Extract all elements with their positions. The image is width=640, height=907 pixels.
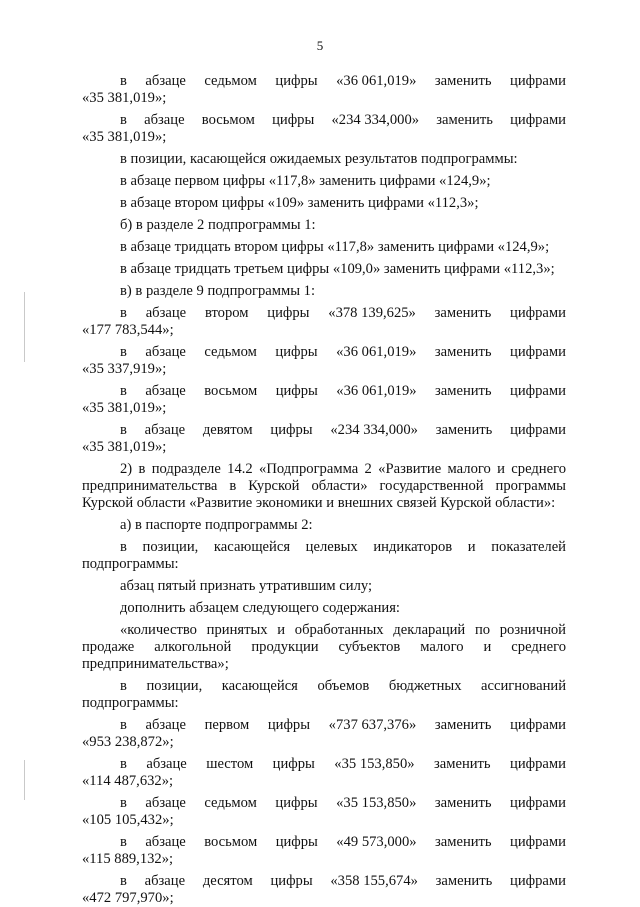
justified-line <box>82 756 566 773</box>
word: заменить <box>434 73 492 89</box>
continuation-line: «115 889,132»; <box>82 851 174 867</box>
text-line: абзац пятый признать утратившим силу; <box>120 578 373 594</box>
word: «737 637,376» <box>328 717 417 733</box>
word: цифры <box>275 834 318 850</box>
word: цифрами <box>510 873 566 889</box>
word: восьмом <box>204 834 258 850</box>
paragraph-block <box>82 795 566 829</box>
word: абзаце <box>145 717 186 733</box>
word: заменить <box>435 422 493 438</box>
paragraph-block <box>82 517 566 534</box>
word: заменить <box>434 834 492 850</box>
document-body <box>82 73 566 907</box>
paragraph-block <box>82 461 566 512</box>
paragraph-block <box>82 834 566 868</box>
paragraph-block <box>82 283 566 300</box>
word: в <box>120 873 127 889</box>
word: заменить <box>434 305 492 321</box>
word: в <box>120 834 127 850</box>
word: цифры <box>275 795 318 811</box>
paragraph-block <box>82 261 566 278</box>
word: восьмом <box>201 112 255 128</box>
word: в <box>120 422 127 438</box>
word: в <box>120 344 127 360</box>
word: в <box>120 383 127 399</box>
word: восьмом <box>204 383 258 399</box>
word: «35 153,850» <box>334 756 415 772</box>
paragraph-text: 2) в подразделе 14.2 «Подпрограмма 2 «Развитие малого и среднего предпринимательства в Курской области» государственной программы Курской области «Развитие экономики и внешних связей Курской области»: <box>82 461 566 511</box>
word: «36 061,019» <box>336 383 417 399</box>
word: абзаце <box>145 383 186 399</box>
continuation-line: «177 783,544»; <box>82 322 174 338</box>
continuation-line: «105 105,432»; <box>82 812 174 828</box>
continuation-line: «35 337,919»; <box>82 361 167 377</box>
justified-line <box>82 73 566 90</box>
paragraph-block <box>82 717 566 751</box>
justified-line <box>82 305 566 322</box>
word: «36 061,019» <box>336 344 417 360</box>
word: цифрами <box>510 305 566 321</box>
word: абзаце <box>145 305 187 321</box>
word: в <box>120 112 127 128</box>
word: седьмом <box>204 73 257 89</box>
continuation-line: «35 381,019»; <box>82 439 167 455</box>
word: цифрами <box>510 383 566 399</box>
word: цифрами <box>510 795 566 811</box>
word: десятом <box>202 873 253 889</box>
word: цифрами <box>510 73 566 89</box>
word: девятом <box>202 422 253 438</box>
word: первом <box>204 717 250 733</box>
continuation-line: «472 797,970»; <box>82 890 174 906</box>
word: в <box>120 73 127 89</box>
justified-line <box>82 717 566 734</box>
continuation-line: «35 381,019»; <box>82 129 167 145</box>
word: цифрами <box>510 834 566 850</box>
word: цифрами <box>510 422 566 438</box>
text-line: б) в разделе 2 подпрограммы 1: <box>120 217 316 233</box>
word: цифры <box>270 422 313 438</box>
continuation-line: «35 381,019»; <box>82 400 167 416</box>
paragraph-block <box>82 151 566 168</box>
text-line: в абзаце втором цифры «109» заменить цифрами «112,3»; <box>120 195 479 211</box>
paragraph-block <box>82 217 566 234</box>
word: «49 573,000» <box>336 834 417 850</box>
paragraph-block <box>82 756 566 790</box>
paragraph-block <box>82 578 566 595</box>
word: в <box>120 305 127 321</box>
word: заменить <box>434 717 492 733</box>
paragraph-block <box>82 873 566 907</box>
paragraph-block <box>82 622 566 673</box>
word: абзаце <box>145 795 186 811</box>
paragraph-block <box>82 539 566 573</box>
justified-line <box>82 112 566 129</box>
justified-line <box>82 795 566 812</box>
word: цифры <box>272 112 315 128</box>
word: заменить <box>434 344 492 360</box>
word: седьмом <box>204 795 257 811</box>
paragraph-block <box>82 195 566 212</box>
word: абзаце <box>145 344 186 360</box>
word: заменить <box>435 873 493 889</box>
scan-margin-mark <box>24 292 25 362</box>
text-line: в абзаце тридцать третьем цифры «109,0» заменить цифрами «112,3»; <box>120 261 555 277</box>
paragraph-block <box>82 305 566 339</box>
paragraph-block <box>82 422 566 456</box>
justified-line <box>82 834 566 851</box>
word: цифрами <box>510 717 566 733</box>
word: абзаце <box>145 834 186 850</box>
justified-line <box>82 344 566 361</box>
word: абзаце <box>146 756 187 772</box>
word: «358 155,674» <box>330 873 418 889</box>
word: цифры <box>272 756 315 772</box>
paragraph-block <box>82 344 566 378</box>
word: цифры <box>270 873 313 889</box>
word: абзаце <box>145 73 186 89</box>
word: шестом <box>206 756 254 772</box>
word: «234 334,000» <box>331 112 420 128</box>
word: «35 153,850» <box>336 795 417 811</box>
paragraph-block <box>82 239 566 256</box>
word: цифры <box>275 344 318 360</box>
continuation-line: «114 487,632»; <box>82 773 174 789</box>
justified-line <box>82 422 566 439</box>
word: «378 139,625» <box>328 305 416 321</box>
paragraph-block <box>82 173 566 190</box>
word: седьмом <box>204 344 257 360</box>
word: абзаце <box>144 873 186 889</box>
justified-line <box>82 873 566 890</box>
continuation-line: «953 238,872»; <box>82 734 174 750</box>
paragraph-block <box>82 678 566 712</box>
scan-margin-mark <box>24 760 25 800</box>
word: «36 061,019» <box>336 73 417 89</box>
justified-line <box>82 383 566 400</box>
word: цифры <box>275 73 318 89</box>
word: заменить <box>434 795 492 811</box>
word: цифры <box>267 305 310 321</box>
paragraph-text: «количество принятых и обработанных деклараций по розничной продаже алкогольной продукции субъектов малого и среднего предпринимательства»; <box>82 622 566 672</box>
word: в <box>120 717 127 733</box>
text-line: в) в разделе 9 подпрограммы 1: <box>120 283 316 299</box>
word: «234 334,000» <box>330 422 418 438</box>
page-number: 5 <box>316 38 324 53</box>
word: абзаце <box>144 422 186 438</box>
word: цифрами <box>510 112 566 128</box>
text-line: в позиции, касающейся ожидаемых результатов подпрограммы: <box>120 151 518 167</box>
paragraph-block <box>82 73 566 107</box>
paragraph-text: в позиции, касающейся объемов бюджетных ассигнований подпрограммы: <box>82 678 566 711</box>
paragraph-block <box>82 600 566 617</box>
word: цифры <box>275 383 318 399</box>
word: заменить <box>434 383 492 399</box>
text-line: дополнить абзацем следующего содержания: <box>120 600 400 616</box>
word: заменить <box>436 112 493 128</box>
paragraph-block <box>82 383 566 417</box>
word: цифры <box>267 717 311 733</box>
paragraph-block <box>82 112 566 146</box>
continuation-line: «35 381,019»; <box>82 90 167 106</box>
word: в <box>120 756 127 772</box>
paragraph-text: в позиции, касающейся целевых индикаторов и показателей подпрограммы: <box>82 539 566 572</box>
word: втором <box>204 305 249 321</box>
word: в <box>120 795 127 811</box>
text-line: в абзаце первом цифры «117,8» заменить цифрами «124,9»; <box>120 173 491 189</box>
text-line: в абзаце тридцать втором цифры «117,8» заменить цифрами «124,9»; <box>120 239 550 255</box>
word: цифрами <box>510 756 566 772</box>
word: абзаце <box>144 112 185 128</box>
word: цифрами <box>510 344 566 360</box>
word: заменить <box>433 756 491 772</box>
text-line: а) в паспорте подпрограммы 2: <box>120 517 313 533</box>
